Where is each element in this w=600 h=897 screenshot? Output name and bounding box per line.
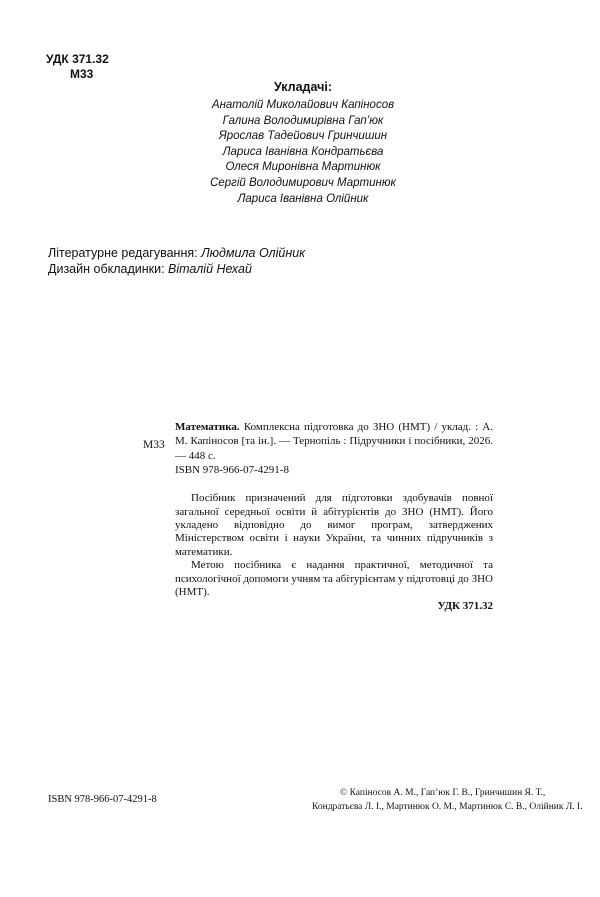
- compiler-name: Ярослав Тадейович Гринчишин: [218, 130, 388, 143]
- compiler-name: Лариса Іванівна Олійник: [237, 192, 369, 205]
- cover-value: Віталій Нехай: [168, 262, 252, 276]
- author-code: М33: [70, 67, 94, 81]
- card-udk: УДК 371.32: [437, 600, 493, 613]
- copyright-line: Кондратьєва Л. І., Мартинюк О. М., Мартинюк С. В., Олійник Л. І.: [312, 802, 583, 812]
- entry-text: Комплексна підготовка до ЗНО (НМТ) / уклад. : А. М. Капіносов [та ін.]. — Тернопіль : Підручники і посібники, 2026. — 448 с.: [175, 421, 494, 462]
- cover-credit: [48, 261, 305, 277]
- catalog-card: [143, 420, 493, 612]
- udk-header: [46, 52, 109, 82]
- book-title: Математика.: [175, 421, 240, 433]
- card-code: М33: [143, 439, 165, 451]
- annotation-paragraph: Метою посібника є надання практичної, методичної та психологічної допомоги учням та абітурієнтам у підготовці до ЗНО (НМТ).: [175, 559, 493, 599]
- compilers-block: [0, 80, 600, 207]
- copyright-block: [312, 786, 583, 814]
- editing-label: Літературне редагування:: [48, 246, 198, 260]
- compiler-name: Анатолій Миколайович Капіносов: [211, 99, 395, 111]
- credits-block: [48, 245, 305, 277]
- card-isbn: ISBN 978-966-07-4291-8: [175, 463, 289, 476]
- compilers-heading: Укладачі:: [273, 80, 333, 94]
- editing-value: Людмила Олійник: [201, 246, 306, 260]
- bibliographic-entry: [175, 420, 493, 463]
- compiler-name: Лариса Іванівна Кондратьєва: [222, 145, 384, 158]
- compiler-name: Сергій Володимирович Мартинюк: [210, 176, 396, 189]
- udk-index: УДК 371.32: [46, 52, 109, 66]
- annotation-paragraph: Посібник призначений для підготовки здобувачів повної загальної середньої освіти й абітурієнтів до ЗНО (НМТ). Його укладено відповідно до вимог програм, затверджених Міністерством освіти і науки України, та чинних підручників з математики.: [175, 492, 493, 558]
- cover-label: Дизайн обкладинки:: [48, 262, 165, 276]
- compiler-name: Олеся Миронівна Мартинюк: [225, 161, 381, 174]
- editing-credit: [48, 245, 305, 261]
- copyright-line: © Капіносов А. М., Гап’юк Г. В., Гринчишин Я. Т.,: [340, 788, 546, 798]
- compiler-name: Галина Володимирівна Гап’юк: [222, 114, 384, 127]
- footer-isbn: ISBN 978-966-07-4291-8: [48, 794, 157, 805]
